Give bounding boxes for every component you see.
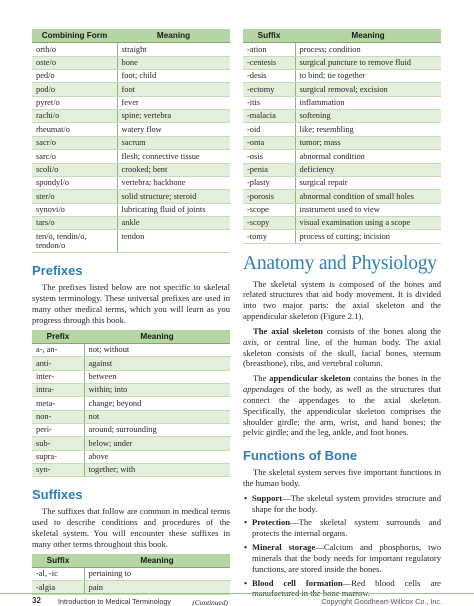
term-cell: rheumat/o [32,123,117,136]
term-cell: synovi/o [32,203,117,216]
anatomy-paragraph-1: The skeletal system is composed of the bones and related structures that aid body movement. It is divided into two major parts: the axial skeleton and the appendicular skeleton (Figure 2.1). [243,278,441,322]
term-cell: pyret/o [32,96,117,109]
term-cell: scoli/o [32,163,117,176]
suffixes-body [32,568,230,595]
table-row [243,70,441,83]
meaning-cell: solid structure; steroid [117,190,230,203]
meaning-cell: softening [295,110,441,123]
function-text: —The skeletal system provides structure and shape for the body. [252,492,441,514]
column-header: Combining Form [32,29,117,43]
column-header: Suffix [32,554,84,568]
column-header: Meaning [84,554,230,568]
meaning-cell: below; under [84,437,230,450]
meaning-cell: ankle [117,216,230,229]
term-cell: tars/o [32,216,117,229]
table-row [32,464,230,477]
term-cell: ten/o, tendin/o, tendon/o [32,230,117,253]
term-cell: -oid [243,123,295,136]
anatomy-paragraph-3 [243,373,441,438]
table-header-row [243,29,441,43]
meaning-cell: process; condition [295,43,441,56]
term-cell: a-, an- [32,343,84,356]
meaning-cell: within; into [84,384,230,397]
function-term: Support [252,492,283,503]
meaning-cell: surgical repair [295,176,441,189]
book-title: Introduction to Medical Terminology [58,597,171,606]
term-cell: peri- [32,424,84,437]
term-cell: rachi/o [32,110,117,123]
table-row [243,150,441,163]
meaning-cell: spine; vertebra [117,110,230,123]
meaning-cell: like; resembling [295,123,441,136]
term-cell: ped/o [32,70,117,83]
meaning-cell: surgical puncture to remove fluid [295,56,441,69]
meaning-cell: visual examination using a scope [295,216,441,229]
table-row [243,123,441,136]
table-row [32,83,230,96]
meaning-cell: pertaining to [84,568,230,581]
term-cell: -scopy [243,216,295,229]
table-row [243,83,441,96]
meaning-cell: instrument used to view [295,203,441,216]
table-row [32,96,230,109]
term-cell: spondyl/o [32,176,117,189]
prefixes-table [32,330,230,478]
term-cell: -plasty [243,176,295,189]
continued-note: (Continued) [192,597,228,606]
table-row [32,203,230,216]
term-cell: -malacia [243,110,295,123]
table-row [243,110,441,123]
prefixes-heading: Prefixes [32,263,83,279]
suffixes-intro: The suffixes that follow are common in medical terms used to describe conditions and procedures of the skeletal system. You will encounter these suffixes in many other terms throughout this book. [32,506,230,549]
meaning-cell: tumor; mass [295,136,441,149]
anatomy-paragraph-2 [243,326,441,369]
table-row [32,410,230,423]
meaning-cell: watery flow [117,123,230,136]
table-row [32,136,230,149]
meaning-cell: flesh; connective tissue [117,150,230,163]
table-row [243,56,441,69]
bullet-icon: • [244,577,248,588]
term-cell: -algia [32,581,84,594]
anatomy-heading: Anatomy and Physiology [243,252,437,274]
list-item [243,517,441,539]
left-column [32,29,230,606]
table-row [32,123,230,136]
function-text: —The skeletal system surrounds and protects the internal organs. [252,517,441,539]
meaning-cell: not [84,410,230,423]
term-cell: non- [32,410,84,423]
meaning-cell: foot; child [117,70,230,83]
term-cell: -osis [243,150,295,163]
meaning-cell: surgical removal; excision [295,83,441,96]
suffixes-continued-body [243,43,441,243]
table-row [243,203,441,216]
table-row [32,370,230,383]
term-cell: syn- [32,464,84,477]
table-row [32,43,230,56]
table-row [32,110,230,123]
column-header: Meaning [84,330,230,344]
footer-divider [0,593,474,594]
meaning-cell: around; surrounding [84,424,230,437]
table-row [32,176,230,189]
term-cell: sub- [32,437,84,450]
text-span: The [253,373,270,384]
table-row [32,150,230,163]
suffixes-table [32,554,230,595]
meaning-cell: bone [117,56,230,69]
table-row [32,230,230,253]
term-cell: -scope [243,203,295,216]
table-row [32,397,230,410]
term-cell: intra- [32,384,84,397]
function-text: —Red blood cells are [342,577,441,588]
table-row [32,568,230,581]
meaning-cell: against [84,357,230,370]
meaning-cell: pain [84,581,230,594]
term-appendages: appendages [243,384,285,395]
meaning-cell: sacrum [117,136,230,149]
table-row [243,96,441,109]
list-item [243,493,441,515]
column-header: Meaning [295,29,441,43]
table-row [32,216,230,229]
functions-list [243,493,441,599]
meaning-cell: inflammation [295,96,441,109]
term-cell: oste/o [32,56,117,69]
table-header-row [32,554,230,568]
term-cell: ster/o [32,190,117,203]
term-cell: sarc/o [32,150,117,163]
meaning-cell: abnormal condition of small holes [295,190,441,203]
meaning-cell: between [84,370,230,383]
suffixes-table-continued [243,29,441,244]
term-cell: -ation [243,43,295,56]
term-cell: -tomy [243,230,295,243]
table-header-row [32,330,230,344]
prefixes-body [32,343,230,476]
function-term: Mineral storage [252,542,316,553]
term-cell: -itis [243,96,295,109]
term-cell: -desis [243,70,295,83]
table-row [243,136,441,149]
text-span: of the body, as well as the structures that connect the appendages to the axial skeleton. Specifically, the appendicular skeleton comprises the shoulder girdle; the arm, wrist, and hand bones; the pelvic girdle; and the leg, ankle, and foot bones. [243,384,441,438]
functions-intro: The skeletal system serves five important functions in the human body. [243,467,441,488]
table-row [243,190,441,203]
meaning-cell: change; beyond [84,397,230,410]
term-cell: supra- [32,450,84,463]
function-term: Protection [252,517,291,528]
combining-forms-body [32,43,230,253]
meaning-cell: vertebra; backbone [117,176,230,189]
right-column [243,29,441,602]
term-cell: meta- [32,397,84,410]
term-cell: -porosis [243,190,295,203]
column-header: Prefix [32,330,84,344]
page-number: 32 [32,596,41,605]
table-row [243,176,441,189]
meaning-cell: process of cutting; incision [295,230,441,243]
copyright-notice: Copyright Goodheart-Willcox Co., Inc. [321,597,442,606]
bullet-icon: • [244,542,248,553]
meaning-cell: deficiency [295,163,441,176]
combining-forms-table [32,29,230,253]
meaning-cell: above [84,450,230,463]
function-text: —Calcium and phosphorus, two minerals that the body needs for important regulatory functions, are stored inside the bones. [252,542,442,574]
table-row [32,70,230,83]
table-row [32,357,230,370]
text-span: consists of the bones along the [322,325,441,336]
table-row [32,424,230,437]
term-cell: -ectomy [243,83,295,96]
term-cell: anti- [32,357,84,370]
meaning-cell: straight [117,43,230,56]
column-header: Suffix [243,29,295,43]
table-row [243,163,441,176]
meaning-cell: together; with [84,464,230,477]
prefixes-intro: The prefixes listed below are not specific to skeletal system terminology. These universal prefixes are used in many other medical terms, which you will learn as you progress through this book. [32,282,230,325]
table-row [32,56,230,69]
term-cell: -oma [243,136,295,149]
meaning-cell: lubricating fluid of joints [117,203,230,216]
table-row [32,343,230,356]
bullet-icon: • [244,517,248,528]
suffixes-heading: Suffixes [32,487,83,503]
table-row [32,437,230,450]
term-appendicular-skeleton: appendicular skeleton [269,373,351,384]
meaning-cell: tendon [117,230,230,253]
table-row [243,216,441,229]
functions-heading: Functions of Bone [243,448,358,464]
function-term: Blood cell formation [252,577,343,588]
table-row [32,190,230,203]
term-axis: axis [243,336,257,347]
term-cell: orth/o [32,43,117,56]
term-cell: -centesis [243,56,295,69]
term-cell: pod/o [32,83,117,96]
table-row [32,384,230,397]
column-header: Meaning [117,29,230,43]
list-item [243,542,441,574]
term-cell: -al, -ic [32,568,84,581]
term-cell: inter- [32,370,84,383]
table-row [32,163,230,176]
table-row [243,43,441,56]
meaning-cell: abnormal condition [295,150,441,163]
term-axial-skeleton: The axial skeleton [253,325,323,336]
meaning-cell: fever [117,96,230,109]
meaning-cell: to bind; tie together [295,70,441,83]
text-span: contains the bones in the [350,373,441,384]
term-cell: sacr/o [32,136,117,149]
table-row [32,450,230,463]
meaning-cell: not; without [84,343,230,356]
text-span: , or central line, of the human body. The axial skeleton consists of the skull, facial bones, sternum (breastbone), ribs, and vertebral column. [243,336,441,369]
table-header-row [32,29,230,43]
table-row [243,230,441,243]
bullet-icon: • [244,492,248,503]
term-cell: -penia [243,163,295,176]
meaning-cell: crooked; bent [117,163,230,176]
meaning-cell: foot [117,83,230,96]
